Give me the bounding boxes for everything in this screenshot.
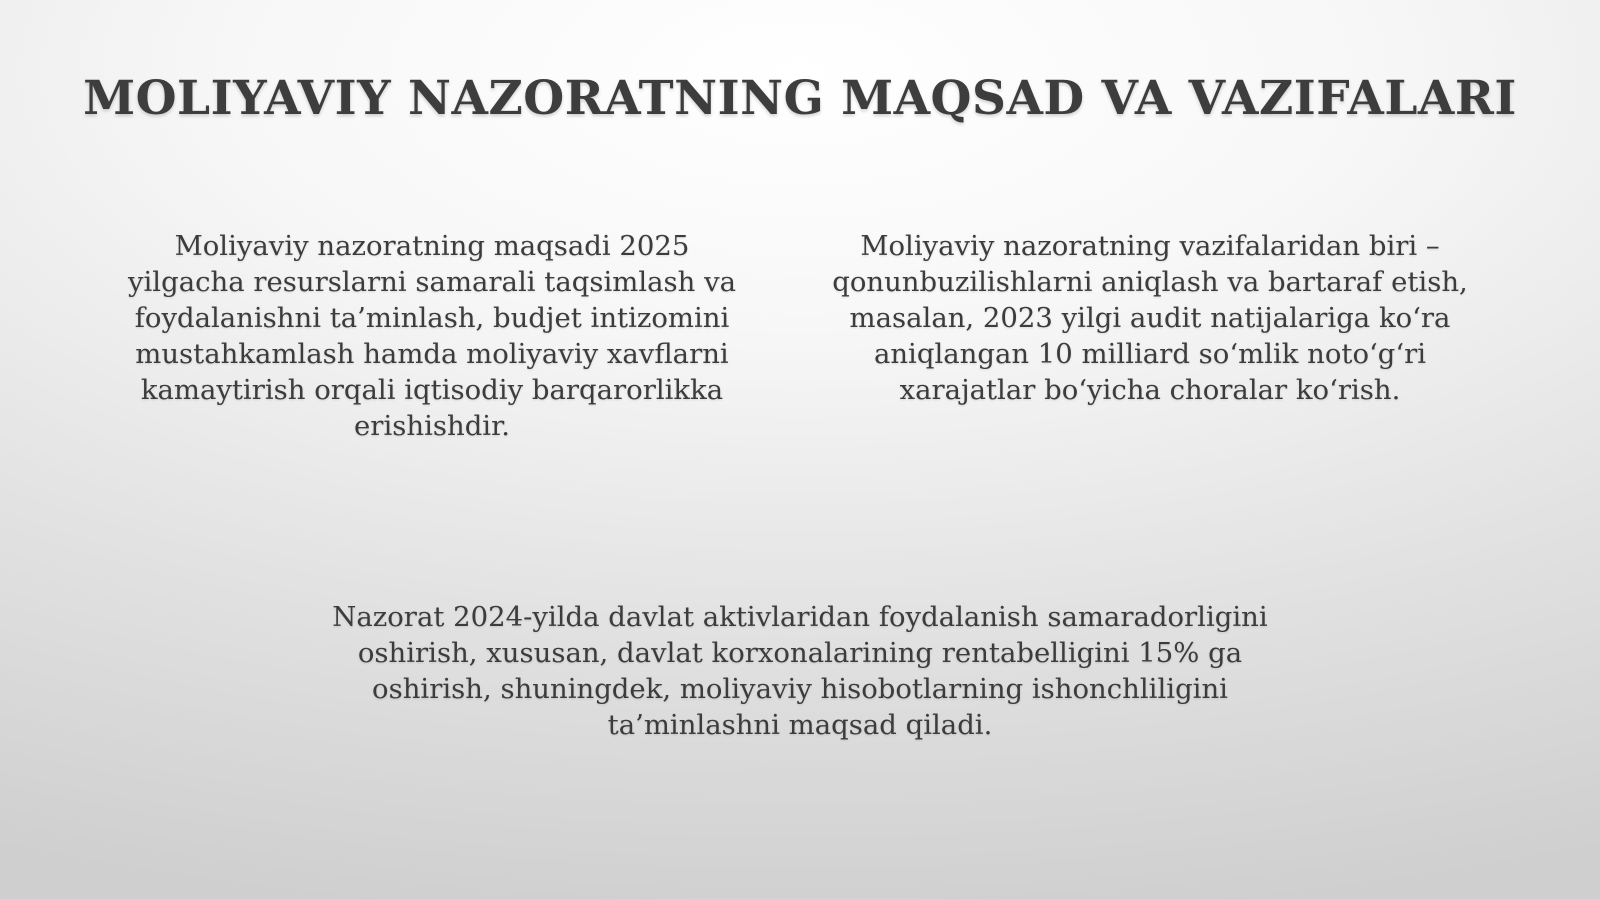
slide-title: MOLIYAVIY NAZORATNING MAQSAD VA VAZIFALARI bbox=[83, 71, 1517, 126]
control-2024-paragraph: Nazorat 2024-yilda davlat aktivlaridan foydalanish samaradorligini oshirish, xususan, davlat korxonalarining rentabelligini 15% ga oshirish, shuningdek, moliyaviy hisobotlarning ishonchliligini ta’minlashni maqsad qiladi. bbox=[332, 601, 1268, 741]
goal-paragraph: Moliyaviy nazoratning maqsadi 2025 yilgacha resurslarni samarali taqsimlash va foydalanishni ta’minlash, budjet intizomini mustahkamlash hamda moliyaviy xavflarni kamaytirish orqali iqtisodiy barqarorlikka erishishdir. bbox=[127, 230, 737, 442]
tasks-paragraph: Moliyaviy nazoratning vazifalaridan biri – qonunbuzilishlarni aniqlash va bartaraf etish, masalan, 2023 yilgi audit natijalariga ko‘ra aniqlangan 10 milliard so‘mlik noto‘g‘ri xarajatlar bo‘yicha choralar ko‘rish. bbox=[832, 230, 1468, 406]
